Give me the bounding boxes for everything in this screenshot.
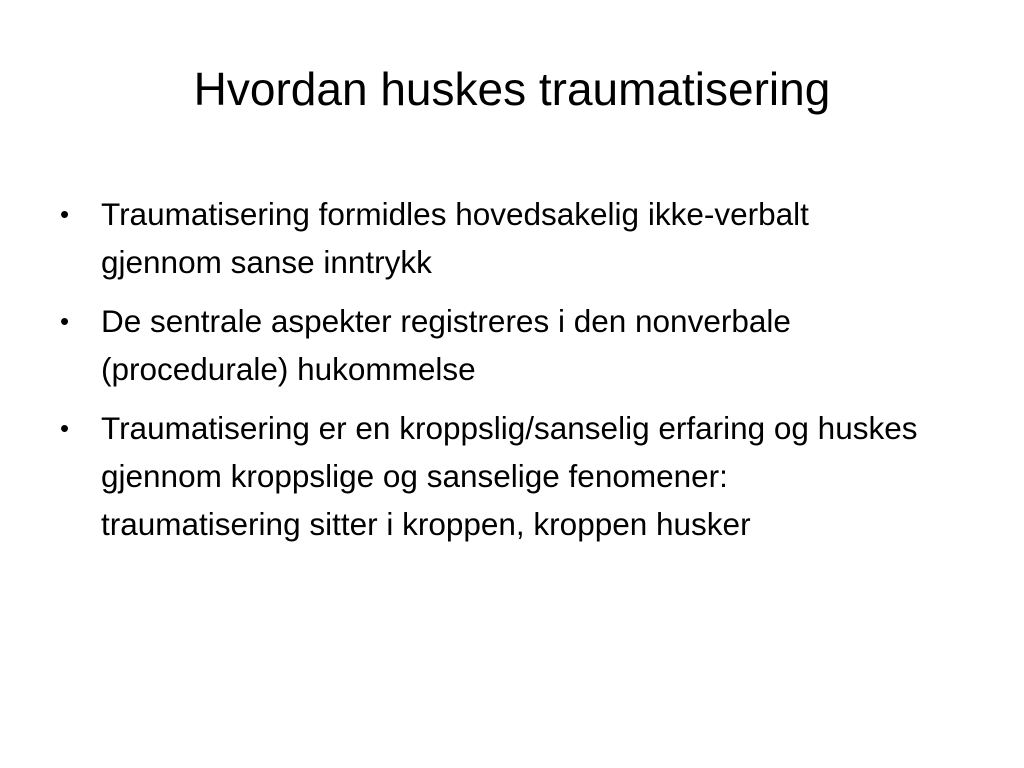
bullet-marker: • — [60, 199, 70, 229]
bullet-item — [56, 190, 926, 286]
slide-title: Hvordan huskes traumatisering — [193, 63, 831, 115]
bullet-text: Traumatisering formidles hovedsakelig ikke-verbalt gjennom sanse inntrykk — [101, 196, 809, 280]
bullet-marker: • — [60, 306, 70, 336]
bullet-marker: • — [60, 413, 70, 443]
bullet-text: Traumatisering er en kroppslig/sanselig erfaring og huskes gjennom kroppslige og sanselige fenomener: traumatisering sitter i kroppen, kroppen husker — [101, 410, 918, 542]
bullet-item — [56, 297, 926, 393]
bullet-list — [56, 190, 926, 559]
bullet-text: De sentrale aspekter registreres i den nonverbale (procedurale) hukommelse — [101, 303, 791, 387]
bullet-item — [56, 404, 926, 548]
